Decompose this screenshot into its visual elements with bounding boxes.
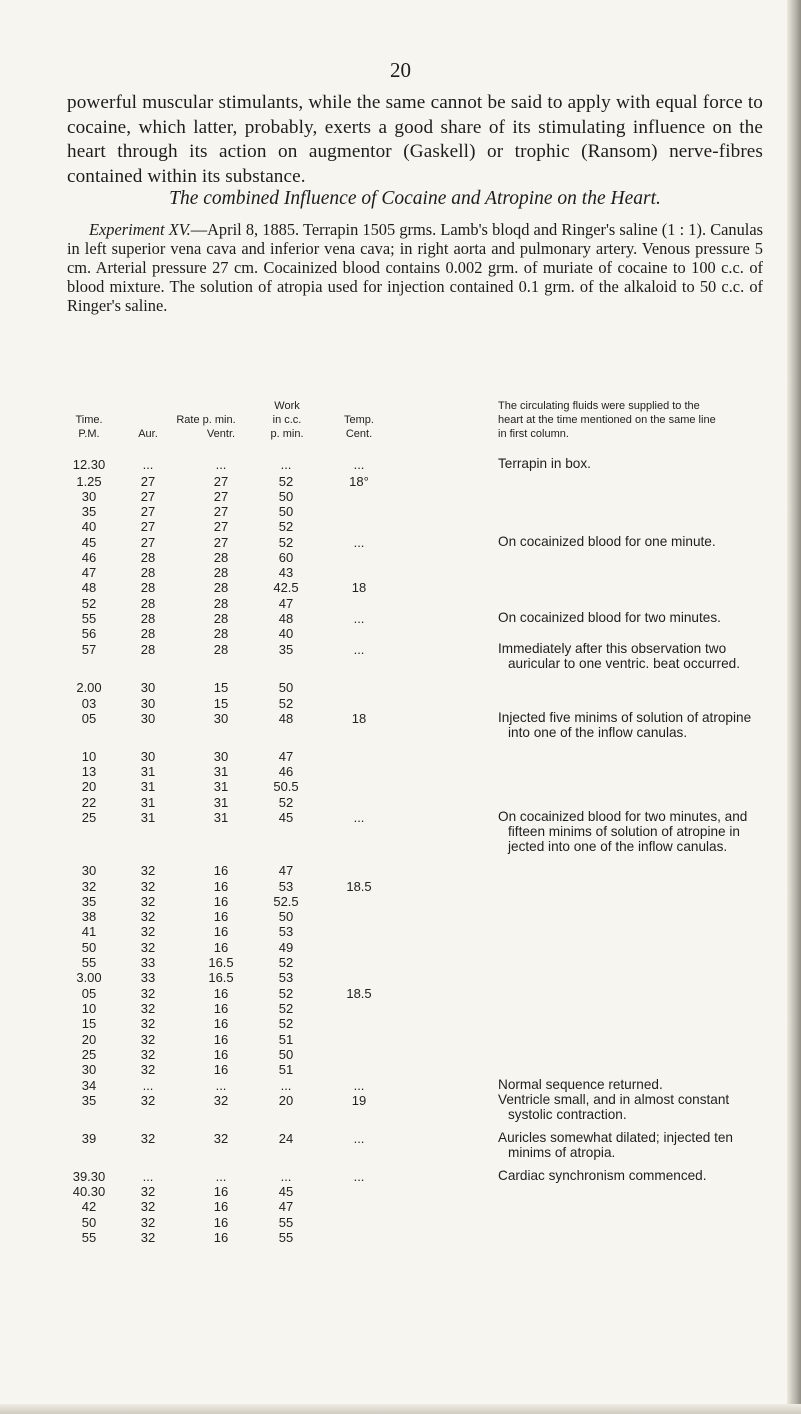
cell-aur: 27 <box>140 519 156 534</box>
cell-time: 39 <box>81 1131 97 1146</box>
cell-ventr: 16.5 <box>208 970 234 985</box>
cell-work: 47 <box>278 749 294 764</box>
cell-temp: ... <box>353 642 365 657</box>
cell-aur: 32 <box>140 879 156 894</box>
cell-time: 55 <box>81 955 97 970</box>
cell-remark <box>498 1092 768 1122</box>
cell-ventr: 27 <box>213 489 229 504</box>
cell-aur: 28 <box>140 565 156 580</box>
cell-work: 47 <box>278 1199 294 1214</box>
cell-ventr: 16 <box>213 986 229 1001</box>
cell-work: 55 <box>278 1215 294 1230</box>
cell-aur: 31 <box>140 779 156 794</box>
cell-aur: 32 <box>140 1131 156 1146</box>
cell-work: 47 <box>278 863 294 878</box>
cell-work: 55 <box>278 1230 294 1245</box>
cell-time: 32 <box>81 879 97 894</box>
cell-time: 41 <box>81 924 97 939</box>
cell-work: 50 <box>278 504 294 519</box>
cell-time: 10 <box>81 1001 97 1016</box>
cell-time: 30 <box>81 489 97 504</box>
cell-work: 52 <box>278 1001 294 1016</box>
cell-work: 52 <box>278 795 294 810</box>
cell-time: 30 <box>81 1062 97 1077</box>
cell-time: 35 <box>81 1093 97 1108</box>
cell-aur: 32 <box>140 1184 156 1199</box>
cell-ventr: 16 <box>213 863 229 878</box>
cell-work: ... <box>280 1169 292 1184</box>
cell-time: 1.25 <box>76 474 102 489</box>
cell-work: 52 <box>278 955 294 970</box>
cell-ventr: 16 <box>213 1001 229 1016</box>
cell-ventr: 31 <box>213 764 229 779</box>
cell-time: 05 <box>81 986 97 1001</box>
cell-ventr: ... <box>215 457 227 472</box>
cell-work: 46 <box>278 764 294 779</box>
cell-temp: 18.5 <box>346 879 372 894</box>
cell-aur: 27 <box>140 489 156 504</box>
cell-work: 48 <box>278 711 294 726</box>
cell-ventr: 16 <box>213 1032 229 1047</box>
cell-temp: ... <box>353 1131 365 1146</box>
remark-line: On cocainized blood for two minutes, and <box>498 809 748 824</box>
cell-ventr: 16 <box>213 879 229 894</box>
cell-aur: ... <box>142 457 154 472</box>
cell-time: 2.00 <box>76 680 102 695</box>
remark-line: minims of atropia. <box>508 1145 616 1160</box>
cell-aur: 32 <box>140 1093 156 1108</box>
remark-line: Immediately after this observation two <box>498 641 727 656</box>
cell-time: 34 <box>81 1078 97 1093</box>
cell-work: 35 <box>278 642 294 657</box>
cell-aur: 32 <box>140 1199 156 1214</box>
cell-time: 03 <box>81 696 97 711</box>
cell-aur: 28 <box>140 611 156 626</box>
cell-aur: 33 <box>140 970 156 985</box>
cell-time: 48 <box>81 580 97 595</box>
cell-temp: 18° <box>349 474 369 489</box>
cell-work: 20 <box>278 1093 294 1108</box>
cell-ventr: 27 <box>213 519 229 534</box>
cell-temp: ... <box>353 1078 365 1093</box>
cell-ventr: 16 <box>213 1230 229 1245</box>
cell-aur: 32 <box>140 1016 156 1031</box>
cell-work: ... <box>280 457 292 472</box>
cell-work: 50.5 <box>273 779 299 794</box>
cell-work: 52 <box>278 474 294 489</box>
cell-work: 60 <box>278 550 294 565</box>
cell-aur: 27 <box>140 504 156 519</box>
cell-time: 57 <box>81 642 97 657</box>
remark-line: auricular to one ventric. beat occurred. <box>508 656 740 671</box>
cell-remark <box>498 610 768 625</box>
cell-aur: 28 <box>140 580 156 595</box>
cell-temp: ... <box>353 457 365 472</box>
remark-line: Auricles somewhat dilated; injected ten <box>498 1130 733 1145</box>
remark-line: Normal sequence returned. <box>498 1077 663 1092</box>
cell-aur: 32 <box>140 1047 156 1062</box>
cell-work: ... <box>280 1078 292 1093</box>
cell-work: 52 <box>278 696 294 711</box>
cell-time: 25 <box>81 810 97 825</box>
cell-work: 43 <box>278 565 294 580</box>
remark-line: Ventricle small, and in almost constant <box>498 1092 730 1107</box>
cell-ventr: ... <box>215 1169 227 1184</box>
cell-time: 38 <box>81 909 97 924</box>
cell-temp: ... <box>353 1169 365 1184</box>
cell-ventr: 16 <box>213 1062 229 1077</box>
cell-time: 05 <box>81 711 97 726</box>
cell-work: 45 <box>278 810 294 825</box>
cell-work: 42.5 <box>273 580 299 595</box>
cell-aur: 32 <box>140 1215 156 1230</box>
cell-ventr: 16 <box>213 1199 229 1214</box>
cell-ventr: 27 <box>213 474 229 489</box>
cell-remark <box>498 1077 768 1092</box>
cell-ventr: 16 <box>213 924 229 939</box>
cell-aur: 28 <box>140 642 156 657</box>
cell-time: 35 <box>81 504 97 519</box>
cell-work: 52 <box>278 986 294 1001</box>
cell-temp: 18 <box>351 711 367 726</box>
cell-aur: 31 <box>140 764 156 779</box>
cell-aur: 32 <box>140 1001 156 1016</box>
page-number: 20 <box>390 58 411 82</box>
cell-time: 39.30 <box>72 1169 106 1184</box>
cell-aur: 32 <box>140 924 156 939</box>
cell-ventr: 31 <box>213 795 229 810</box>
cell-aur: 32 <box>140 1230 156 1245</box>
cell-ventr: 32 <box>213 1131 229 1146</box>
cell-aur: 27 <box>140 474 156 489</box>
cell-time: 10 <box>81 749 97 764</box>
cell-aur: 28 <box>140 550 156 565</box>
cell-work: 50 <box>278 909 294 924</box>
cell-time: 13 <box>81 764 97 779</box>
cell-time: 15 <box>81 1016 97 1031</box>
cell-aur: 27 <box>140 535 156 550</box>
cell-time: 46 <box>81 550 97 565</box>
cell-time: 47 <box>81 565 97 580</box>
cell-remark <box>498 534 768 549</box>
cell-time: 30 <box>81 863 97 878</box>
cell-time: 50 <box>81 940 97 955</box>
cell-work: 52 <box>278 535 294 550</box>
cell-aur: 31 <box>140 795 156 810</box>
cell-time: 25 <box>81 1047 97 1062</box>
cell-aur: 30 <box>140 711 156 726</box>
cell-aur: 33 <box>140 955 156 970</box>
cell-ventr: 27 <box>213 504 229 519</box>
cell-work: 52.5 <box>273 894 299 909</box>
cell-time: 20 <box>81 779 97 794</box>
body-paragraph: powerful muscular stimulants, while the same cannot be said to apply with equal force to cocaine, which latter, probably, exerts a good share of its stimulating influence on the heart through its action on augmentor (Gaskell) or trophic (Ransom) nerve-fibres contained within its substance. <box>67 92 763 187</box>
cell-ventr: 16 <box>213 1184 229 1199</box>
cell-ventr: 28 <box>213 642 229 657</box>
cell-ventr: 28 <box>213 626 229 641</box>
cell-temp: ... <box>353 810 365 825</box>
cell-ventr: 31 <box>213 779 229 794</box>
experiment-label: Experiment XV. <box>89 220 191 239</box>
cell-ventr: 28 <box>213 596 229 611</box>
cell-ventr: 15 <box>213 680 229 695</box>
cell-work: 45 <box>278 1184 294 1199</box>
experiment-description <box>67 220 763 315</box>
cell-work: 53 <box>278 924 294 939</box>
cell-aur: 32 <box>140 894 156 909</box>
cell-temp: ... <box>353 611 365 626</box>
cell-remark <box>498 1130 768 1160</box>
remark-line: jected into one of the inflow canulas. <box>508 839 728 854</box>
cell-aur: 32 <box>140 909 156 924</box>
cell-ventr: 16 <box>213 909 229 924</box>
cell-ventr: 16 <box>213 1215 229 1230</box>
cell-work: 24 <box>278 1131 294 1146</box>
cell-aur: 30 <box>140 680 156 695</box>
header-temp: Temp. Cent. <box>344 414 374 440</box>
cell-time: 20 <box>81 1032 97 1047</box>
cell-ventr: 16 <box>213 1016 229 1031</box>
header-time: Time. P.M. <box>75 414 103 440</box>
remark-line: into one of the inflow canulas. <box>508 725 688 740</box>
cell-time: 35 <box>81 894 97 909</box>
cell-ventr: 16 <box>213 1047 229 1062</box>
cell-temp: ... <box>353 535 365 550</box>
cell-aur: ... <box>142 1078 154 1093</box>
cell-temp: 18.5 <box>346 986 372 1001</box>
remark-line: Cardiac synchronism commenced. <box>498 1168 707 1183</box>
cell-work: 52 <box>278 519 294 534</box>
cell-ventr: ... <box>215 1078 227 1093</box>
cell-ventr: 16.5 <box>208 955 234 970</box>
cell-time: 40 <box>81 519 97 534</box>
page-edge <box>787 0 801 1414</box>
cell-time: 40.30 <box>72 1184 106 1199</box>
cell-work: 40 <box>278 626 294 641</box>
cell-time: 12.30 <box>72 457 106 472</box>
cell-remark <box>498 710 768 740</box>
header-work: Work in c.c. p. min. <box>270 400 304 440</box>
remark-line: fifteen minims of solution of atropine in <box>508 824 740 839</box>
cell-time: 55 <box>81 1230 97 1245</box>
cell-time: 50 <box>81 1215 97 1230</box>
cell-remark <box>498 456 768 471</box>
cell-ventr: 27 <box>213 535 229 550</box>
remark-line: On cocainized blood for two minutes. <box>498 610 721 625</box>
cell-work: 53 <box>278 879 294 894</box>
cell-remark <box>498 1168 768 1183</box>
remark-line: Injected five minims of solution of atropine <box>498 710 752 725</box>
cell-ventr: 15 <box>213 696 229 711</box>
cell-work: 51 <box>278 1062 294 1077</box>
cell-ventr: 28 <box>213 565 229 580</box>
cell-aur: 32 <box>140 863 156 878</box>
header-remarks: The circulating fluids were supplied to the heart at the time mentioned on the same line in first column. <box>498 400 716 440</box>
cell-work: 50 <box>278 1047 294 1062</box>
cell-ventr: 28 <box>213 611 229 626</box>
cell-aur: ... <box>142 1169 154 1184</box>
cell-work: 49 <box>278 940 294 955</box>
cell-ventr: 28 <box>213 580 229 595</box>
cell-ventr: 28 <box>213 550 229 565</box>
header-ventr: Ventr. <box>206 428 236 440</box>
cell-aur: 28 <box>140 626 156 641</box>
cell-ventr: 16 <box>213 940 229 955</box>
cell-work: 51 <box>278 1032 294 1047</box>
cell-work: 53 <box>278 970 294 985</box>
cell-work: 52 <box>278 1016 294 1031</box>
cell-time: 56 <box>81 626 97 641</box>
cell-work: 48 <box>278 611 294 626</box>
cell-time: 55 <box>81 611 97 626</box>
header-aur: Aur. <box>138 428 158 440</box>
cell-aur: 31 <box>140 810 156 825</box>
page-bottom-edge <box>0 1404 801 1414</box>
cell-ventr: 30 <box>213 749 229 764</box>
experiment-text: —April 8, 1885. Terrapin 1505 grms. Lamb's bloqd and Ringer's saline (1 : 1). Canulas in left superior vena cava and inferior vena cava; in right aorta and pulmonary artery. Venous pressure 5 cm. Arterial pressure 27 cm. Cocainized blood contains 0.002 grm. of muriate of cocaine to 100 c.c. of blood mixture. The solution of atropia used for injection contained 0.1 grm. of the alkaloid to 50 c.c. of Ringer's saline. <box>67 220 764 315</box>
cell-time: 3.00 <box>76 970 102 985</box>
remark-line: Terrapin in box. <box>498 456 591 471</box>
cell-time: 45 <box>81 535 97 550</box>
cell-work: 50 <box>278 680 294 695</box>
cell-ventr: 16 <box>213 894 229 909</box>
cell-remark <box>498 641 768 671</box>
cell-aur: 32 <box>140 986 156 1001</box>
cell-time: 42 <box>81 1199 97 1214</box>
cell-remark <box>498 809 768 854</box>
cell-aur: 28 <box>140 596 156 611</box>
cell-work: 50 <box>278 489 294 504</box>
cell-work: 47 <box>278 596 294 611</box>
section-heading: The combined Influence of Cocaine and Atropine on the Heart. <box>169 188 661 209</box>
cell-aur: 30 <box>140 749 156 764</box>
cell-temp: 18 <box>351 580 367 595</box>
cell-ventr: 32 <box>213 1093 229 1108</box>
cell-ventr: 31 <box>213 810 229 825</box>
cell-time: 22 <box>81 795 97 810</box>
cell-ventr: 30 <box>213 711 229 726</box>
cell-aur: 32 <box>140 1062 156 1077</box>
cell-aur: 32 <box>140 1032 156 1047</box>
cell-aur: 30 <box>140 696 156 711</box>
remark-line: systolic contraction. <box>508 1107 627 1122</box>
header-rate: Rate p. min. <box>176 414 236 426</box>
remark-line: On cocainized blood for one minute. <box>498 534 716 549</box>
cell-temp: 19 <box>351 1093 367 1108</box>
cell-aur: 32 <box>140 940 156 955</box>
cell-time: 52 <box>81 596 97 611</box>
